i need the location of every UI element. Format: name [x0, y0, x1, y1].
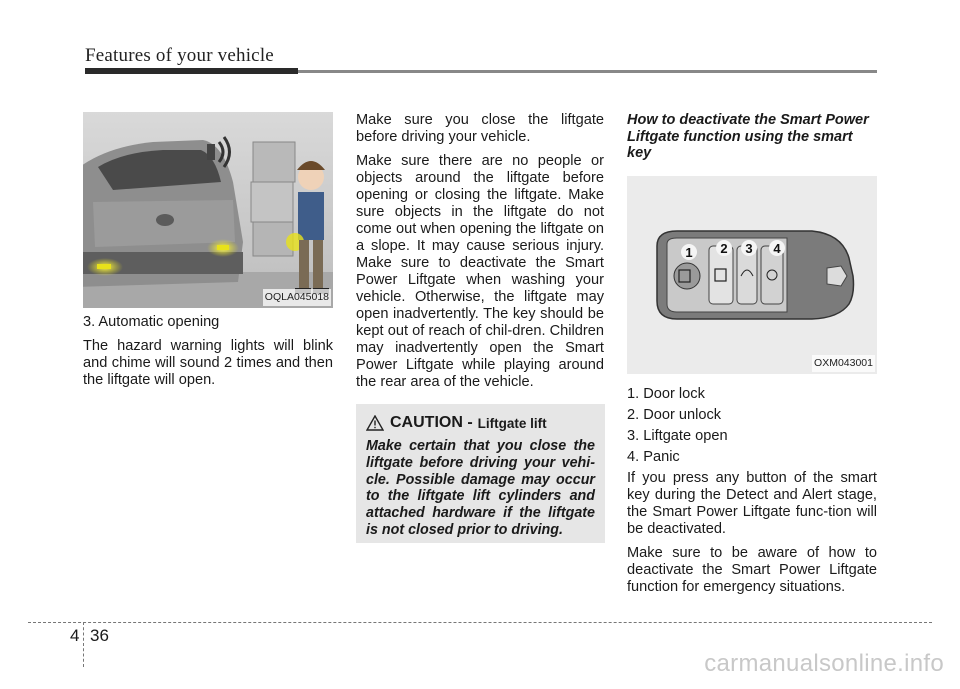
column-middle: [356, 112, 604, 398]
caution-box: [356, 404, 605, 543]
section-heading: How to deactivate the Smart Power Liftgate function using the smart key: [627, 112, 869, 161]
list-item: 1. Door lock: [627, 385, 705, 402]
smart-key-illustration: [627, 176, 877, 374]
caution-heading: [366, 414, 595, 432]
figure-code: OQLA045018: [263, 289, 331, 306]
paragraph: Make sure there are no people or objects around the liftgate before opening or closing the liftgate. Make sure objects in the liftgate do not come out when opening the liftgate on a slope. It may cause serious injury. Make sure to deactivate the Smart Power Liftgate when washing your vehicle. Otherwise, the liftgate may open inadvertently. The key should be kept out of reach of chil-dren. Children may inadvertently open the Smart Power Liftgate while playing around the rear area of the vehicle.: [356, 153, 604, 390]
list-item: 3. Liftgate open: [627, 427, 728, 444]
key-number-1: 1: [685, 244, 693, 260]
section-number: 4: [70, 626, 80, 645]
watermark: carmanualsonline.info: [704, 650, 944, 677]
list-item: 2. Door unlock: [627, 406, 722, 423]
caution-title: CAUTION -: [390, 414, 473, 431]
footer-divider: [83, 622, 84, 667]
caution-subtitle: Liftgate lift: [477, 415, 547, 431]
paragraph: If you press any button of the smart key during the Detect and Alert stage, the Smart Power Liftgate func-tion will be deactivated.: [627, 469, 877, 537]
page-header-title: Features of your vehicle: [85, 45, 274, 66]
paragraph: Make sure you close the liftgate before driving your vehicle.: [356, 112, 604, 145]
step-label: 3. Automatic opening: [83, 314, 220, 330]
footer-rule: [28, 622, 932, 623]
key-number-4: 4: [773, 240, 781, 256]
key-number-2: 2: [720, 240, 728, 256]
column-right: [627, 112, 877, 603]
car-liftgate-illustration: [83, 112, 333, 308]
column-left: [83, 112, 333, 396]
key-number-3: 3: [745, 240, 753, 256]
smart-key-icon: [627, 176, 877, 374]
list-item: 4. Panic: [627, 448, 680, 465]
header-rule-accent: [85, 68, 298, 74]
car-rear-illustration-icon: [83, 112, 333, 308]
paragraph: Make sure to be aware of how to deactivate the Smart Power Liftgate function for emergency situations.: [627, 544, 877, 595]
page-number: 36: [90, 626, 109, 645]
figure-code: OXM043001: [812, 355, 875, 372]
warning-triangle-icon: [366, 415, 384, 431]
caution-text: Make certain that you close the liftgate before driving your vehi-cle. Possible damage may occur to the liftgate lift cylinders and attached hardware if the liftgate is not closed prior to driving.: [366, 438, 595, 538]
paragraph: The hazard warning lights will blink and chime will sound 2 times and then the liftgate will open.: [83, 338, 333, 388]
